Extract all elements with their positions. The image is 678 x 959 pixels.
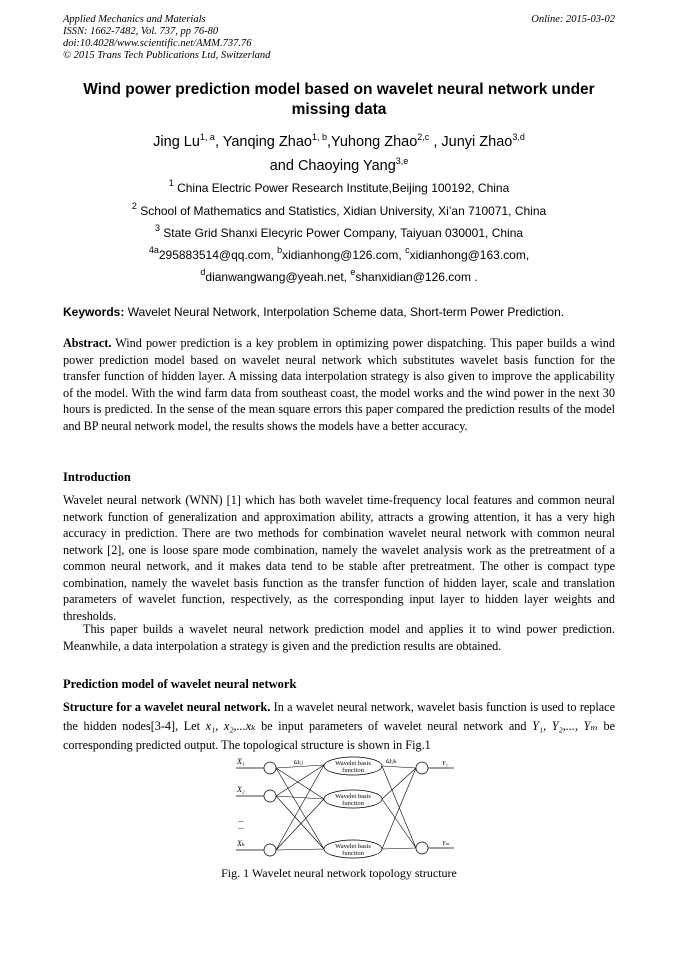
email-link[interactable]: shanxidian@126.com . <box>355 270 478 284</box>
input-label-xk: Xₖ <box>237 839 245 848</box>
journal-copyright: © 2015 Trans Tech Publications Ltd, Switzerland <box>63 50 271 61</box>
output-label-ym: Yₘ <box>442 840 450 847</box>
author-name: Yanqing Zhao <box>222 134 312 150</box>
affiliation-2 <box>63 201 615 219</box>
structure-label: Structure for a wavelet neural network. <box>63 700 271 714</box>
journal-doi: doi:10.4028/www.scientific.net/AMM.737.76 <box>63 38 252 49</box>
weight-label-jk: ωⱼₖ <box>386 756 397 765</box>
aff-text: State Grid Shanxi Elecyric Power Company, Taiyuan 030001, China <box>163 226 524 240</box>
input-dots: ... <box>238 815 244 824</box>
affiliation-3 <box>63 223 615 241</box>
figure-caption: Fig. 1 Wavelet neural network topology structure <box>221 866 457 880</box>
section-heading-model: Prediction model of wavelet neural network <box>63 677 297 691</box>
email-link[interactable]: xidianhong@163.com, <box>409 248 530 262</box>
paper-title <box>63 80 615 120</box>
output-vars: Y₁, Y₂,..., Yₘ <box>532 719 598 733</box>
author-list <box>63 130 615 178</box>
email-sup: d <box>200 267 206 277</box>
author-name: Jing Lu <box>153 134 200 150</box>
email-sup: 4a <box>148 245 159 255</box>
aff-sup: 1 <box>168 178 174 188</box>
author-sup: 1, b <box>311 132 327 142</box>
affiliation-1 <box>63 178 615 196</box>
structure-text: be corresponding predicted output. The topological structure is shown in Fig.1 <box>63 719 615 752</box>
input-vars: x₁, x₂,...xₖ <box>205 719 256 733</box>
intro-paragraph-2: This paper builds a wavelet neural network prediction model and applies it to wind power prediction. Meanwhile, a data interpolation a strategy is given and the prediction results are obtained. <box>63 622 615 653</box>
author-name: Chaoying Yang <box>297 158 396 174</box>
email-link[interactable]: xidianhong@126.com, <box>282 248 406 262</box>
title-line-1: Wind power prediction model based on wavelet neural network under <box>83 81 595 98</box>
hidden-node-label: Wavelet basis <box>335 843 371 850</box>
intro-paragraph-1: Wavelet neural network (WNN) [1] which has both wavelet time-frequency local features and common neural network function of generalization and approximation ability, attracts a growing attention, it has a very high accuracy in prediction. There are two methods for combination wavelet neural network with common neural network [2], one is loose spare mode combination, namely the wavelet analysis work as the pretreatment of a common neural network, and it makes data tend to be stable after pretreatment. The other is compact type combination, namely the wavelet basis function as the transfer function of hidden layer, scale and translation parameters of wavelet function, respectively, as the corresponding input layer to hidden layer weights and thresholds. <box>63 493 615 623</box>
author-sup: 3,e <box>395 156 409 166</box>
aff-text: School of Mathematics and Statistics, Xidian University, Xi’an 710071, China <box>140 204 547 218</box>
journal-issn: ISSN: 1662-7482, Vol. 737, pp 76-80 <box>63 26 219 37</box>
journal-header <box>63 14 270 62</box>
hidden-node-label: Wavelet basis <box>335 760 371 767</box>
email-sup: b <box>277 245 283 255</box>
structure-text: In a wavelet neural network, wavelet basis function is used to replace the hidden nodes[3-4], Let <box>63 700 616 733</box>
email-link[interactable]: dianwangwang@yeah.net, <box>205 270 351 284</box>
structure-text: be input parameters of wavelet neural network <box>255 719 504 733</box>
abstract-text: Wind power prediction is a key problem in optimizing power dispatching. This paper builds a wind power prediction model based on wavelet neural network which substitutes wavelet basis function for the transfer function of hidden layer. A missing data interpolation strategy is also given to improve the applicability of the model. With the wind farm data from southeast coast, the model works and the wind power in the next 30 hours is predicted. In the sense of the mean square errors this paper compared the prediction results of the model and BP neural network model, the results shows the models have a better accuracy. <box>63 336 615 433</box>
keywords-label: Keywords: <box>63 305 125 319</box>
email-sup: c <box>405 245 410 255</box>
keywords-text: Wavelet Neural Network, Interpolation Scheme data, Short-term Power Prediction. <box>124 305 565 319</box>
author-line-1: Jing Lu$^{1, a}$, Yanqing Zhao$^{1, b}$,Yuhong Zhao$^{2,c}$ , Junyi Zhao$^{3,d}$ <box>153 132 525 150</box>
online-date: Online: 2015-03-02 <box>531 14 615 25</box>
hidden-node-label: function <box>342 800 364 807</box>
input-label-x1: X₁ <box>237 757 245 766</box>
section-heading-introduction: Introduction <box>63 470 131 484</box>
hidden-node-label: Wavelet basis <box>335 793 371 800</box>
email-sup: e <box>350 267 356 277</box>
aff-sup: 2 <box>131 201 137 211</box>
author-line-2 <box>63 154 615 178</box>
journal-name: Applied Mechanics and Materials <box>63 14 206 25</box>
author-name: Yuhong Zhao <box>331 134 418 150</box>
author-sup: 3,d <box>512 132 525 142</box>
structure-paragraph <box>63 698 615 755</box>
input-label-x2: X₂ <box>237 785 245 794</box>
structure-text: and <box>508 719 533 733</box>
wnn-topology-figure <box>228 755 458 863</box>
email-line-2 <box>63 267 615 285</box>
keywords <box>63 304 615 320</box>
author-sup: 2,c <box>417 132 430 142</box>
hidden-node-label: function <box>342 767 364 774</box>
input-dots: ... <box>238 822 244 831</box>
aff-sup: 3 <box>154 223 160 233</box>
title-line-2: missing data <box>291 101 387 118</box>
weight-label-ij: ωᵢⱼ <box>294 757 304 766</box>
output-label-y1: Y₁ <box>442 760 448 767</box>
abstract <box>63 335 615 434</box>
author-sup: 1, a <box>199 132 215 142</box>
hidden-node-label: function <box>342 850 364 857</box>
author-name: Junyi Zhao <box>441 134 513 150</box>
aff-text: China Electric Power Research Institute,Beijing 100192, China <box>177 181 510 195</box>
email-line-1 <box>63 245 615 263</box>
email-link[interactable]: 295883514@qq.com, <box>158 248 278 262</box>
abstract-label: Abstract. <box>63 336 112 350</box>
author-and: and <box>269 158 298 174</box>
